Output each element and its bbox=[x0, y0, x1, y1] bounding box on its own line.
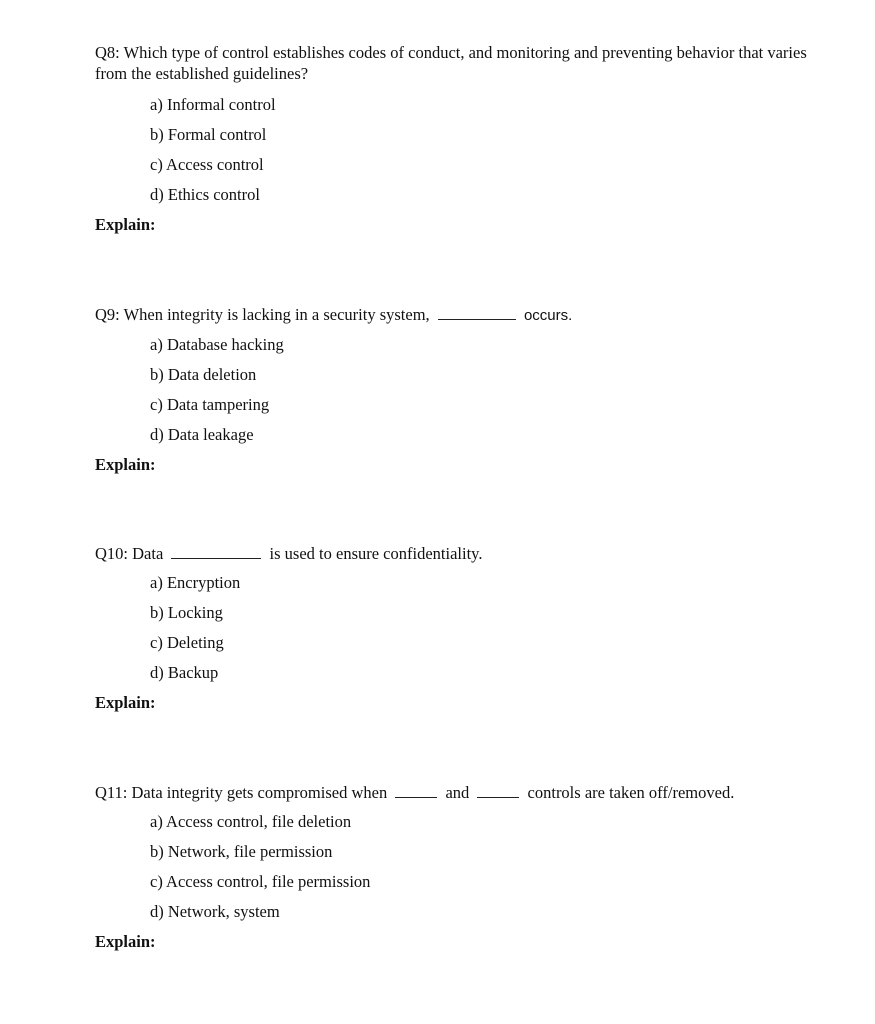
option-b: b) Locking bbox=[150, 603, 223, 622]
question-9-options bbox=[150, 330, 875, 450]
question-8 bbox=[95, 42, 825, 240]
question-10-stem bbox=[95, 543, 825, 564]
question-11 bbox=[95, 782, 825, 957]
option-c: c) Deleting bbox=[150, 633, 224, 652]
option-c: c) Access control bbox=[150, 155, 264, 174]
question-9-stem bbox=[95, 304, 825, 326]
option-d: d) Ethics control bbox=[150, 185, 260, 204]
question-10-stem-before: Q10: Data bbox=[95, 544, 164, 563]
question-10-options bbox=[150, 568, 875, 688]
question-8-options bbox=[150, 90, 875, 210]
option-a: a) Encryption bbox=[150, 573, 241, 592]
question-11-stem bbox=[95, 782, 825, 803]
option-d: d) Data leakage bbox=[150, 425, 254, 444]
option-b: b) Formal control bbox=[150, 125, 267, 144]
option-a: a) Informal control bbox=[150, 95, 276, 114]
question-9-stem-after: occurs. bbox=[523, 307, 573, 324]
question-10-stem-after: is used to ensure confidentiality. bbox=[269, 544, 483, 563]
answer-blank-2 bbox=[477, 783, 519, 798]
explain-label: Explain: bbox=[95, 693, 156, 712]
explain-label: Explain: bbox=[95, 455, 156, 474]
option-a: a) Database hacking bbox=[150, 335, 284, 354]
option-c: c) Access control, file permission bbox=[150, 872, 371, 891]
question-8-stem: Q8: Which type of control establishes codes of conduct, and monitoring and preventing behavior that varies from the established guidelines? bbox=[95, 43, 807, 83]
option-a: a) Access control, file deletion bbox=[150, 812, 352, 831]
answer-blank-1 bbox=[395, 783, 437, 798]
question-9-stem-before: Q9: When integrity is lacking in a security system, bbox=[95, 305, 430, 324]
answer-blank bbox=[171, 544, 261, 559]
question-11-stem-before: Q11: Data integrity gets compromised when bbox=[95, 783, 388, 802]
option-d: d) Network, system bbox=[150, 902, 280, 921]
explain-label: Explain: bbox=[95, 215, 156, 234]
option-b: b) Network, file permission bbox=[150, 842, 333, 861]
question-10 bbox=[95, 543, 825, 718]
explain-label: Explain: bbox=[95, 932, 156, 951]
question-11-stem-middle: and bbox=[445, 783, 470, 802]
option-d: d) Backup bbox=[150, 663, 219, 682]
answer-blank bbox=[438, 305, 516, 320]
question-11-options bbox=[150, 807, 875, 927]
question-11-stem-after: controls are taken off/removed. bbox=[527, 783, 735, 802]
option-b: b) Data deletion bbox=[150, 365, 257, 384]
option-c: c) Data tampering bbox=[150, 395, 270, 414]
question-9 bbox=[95, 304, 825, 480]
